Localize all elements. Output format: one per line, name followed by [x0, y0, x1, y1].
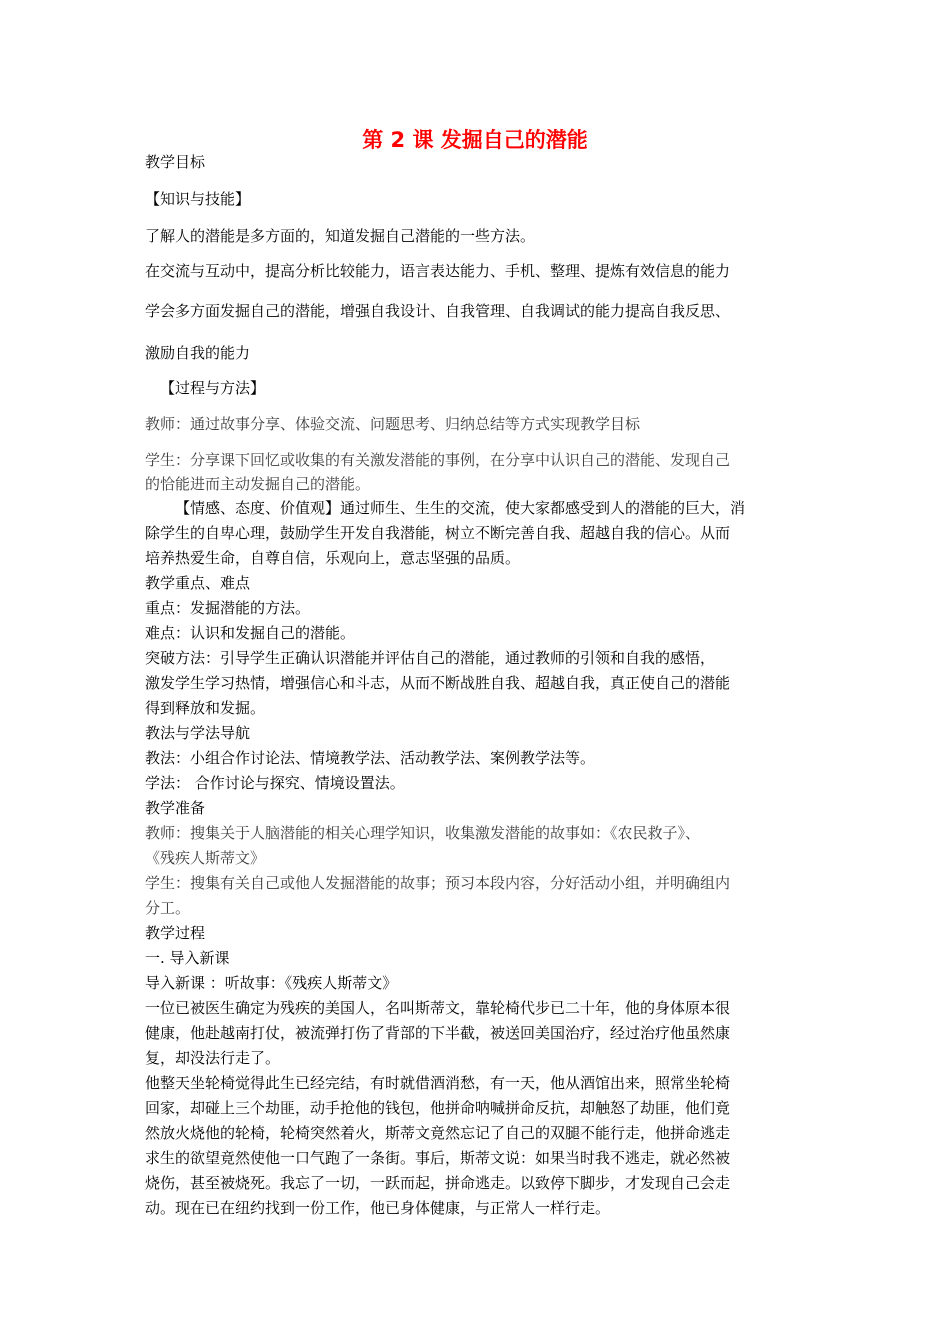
- paragraph-line: 激励自我的能力: [145, 344, 251, 362]
- subheading-process-method: 【过程与方法】: [160, 379, 266, 397]
- paragraph-line: 除学生的自卑心理，鼓励学生开发自我潜能，树立不断完善自我、超越自我的信心。从而: [145, 524, 731, 542]
- paragraph-line: 【情感、态度、价值观】通过师生、生生的交流，使大家都感受到人的潜能的巨大，消: [175, 499, 746, 517]
- section-heading-methods: 教法与学法导航: [145, 724, 251, 742]
- paragraph-line: 学法： 合作讨论与探究、情境设置法。: [145, 774, 405, 792]
- section-heading-teaching-process: 教学过程: [145, 924, 206, 942]
- paragraph-line: 突破方法：引导学生正确认识潜能并评估自己的潜能，通过教师的引领和自我的感悟，: [145, 649, 716, 667]
- paragraph-line: 分工。: [145, 899, 191, 917]
- subheading-knowledge-skills: 【知识与技能】: [145, 190, 251, 208]
- paragraph-line: 动。现在已在纽约找到一份工作，他已身体健康，与正常人一样行走。: [145, 1199, 611, 1217]
- paragraph-line: 复，却没法行走了。: [145, 1049, 281, 1067]
- paragraph-line: 了解人的潜能是多方面的，知道发掘自己潜能的一些方法。: [145, 227, 536, 245]
- paragraph-line: 教法：小组合作讨论法、情境教学法、活动教学法、案例教学法等。: [145, 749, 596, 767]
- section-heading-teaching-goals: 教学目标: [145, 153, 206, 171]
- paragraph-line: 求生的欲望竟然使他一口气跑了一条街。事后，斯蒂文说：如果当时我不逃走，就必然被: [145, 1149, 731, 1167]
- paragraph-line: 学生：搜集有关自己或他人发掘潜能的故事；预习本段内容，分好活动小组，并明确组内: [145, 874, 731, 892]
- paragraph-line: 难点：认识和发掘自己的潜能。: [145, 624, 356, 642]
- paragraph-line: 教师：通过故事分享、体验交流、问题思考、归纳总结等方式实现教学目标: [145, 415, 641, 433]
- paragraph-line: 一. 导入新课: [145, 949, 230, 967]
- paragraph-line: 烧伤，甚至被烧死。我忘了一切，一跃而起，拼命逃走。以致停下脚步，才发现自己会走: [145, 1174, 731, 1192]
- paragraph-line: 得到释放和发掘。: [145, 699, 266, 717]
- paragraph-line: 导入新课 ：听故事：《残疾人斯蒂文》: [145, 974, 398, 992]
- paragraph-line: 学会多方面发掘自己的潜能，增强自我设计、自我管理、自我调试的能力提高自我反思、: [145, 302, 731, 320]
- paragraph-line: 健康，他赴越南打仗，被流弹打伤了背部的下半截，被送回美国治疗，经过治疗他虽然康: [145, 1024, 731, 1042]
- paragraph-line: 激发学生学习热情，增强信心和斗志，从而不断战胜自我、超越自我，真正使自己的潜能: [145, 674, 731, 692]
- paragraph-line: 在交流与互动中，提高分析比较能力，语言表达能力、手机、整理、提炼有效信息的能力: [145, 262, 731, 280]
- paragraph-line: 教师：搜集关于人脑潜能的相关心理学知识，收集激发潜能的故事如：《农民救子》、: [145, 824, 701, 842]
- paragraph-line: 然放火烧他的轮椅，轮椅突然着火，斯蒂文竟然忘记了自己的双腿不能行走，他拼命逃走: [145, 1124, 731, 1142]
- paragraph-line: 《残疾人斯蒂文》: [145, 849, 266, 867]
- paragraph-line: 他整天坐轮椅觉得此生已经完结，有时就借酒消愁，有一天，他从酒馆出来，照常坐轮椅: [145, 1074, 731, 1092]
- paragraph-line: 一位已被医生确定为残疾的美国人，名叫斯蒂文，靠轮椅代步已二十年，他的身体原本很: [145, 999, 731, 1017]
- section-heading-key-points: 教学重点、难点: [145, 574, 251, 592]
- lesson-title: 第 2 课 发掘自己的潜能: [362, 128, 588, 152]
- section-heading-preparation: 教学准备: [145, 799, 206, 817]
- paragraph-line: 培养热爱生命，自尊自信，乐观向上，意志坚强的品质。: [145, 549, 521, 567]
- paragraph-line: 学生：分享课下回忆或收集的有关激发潜能的事例，在分享中认识自己的潜能、发现自己: [145, 451, 731, 469]
- paragraph-line: 重点：发掘潜能的方法。: [145, 599, 311, 617]
- paragraph-line: 回家，却碰上三个劫匪，动手抢他的钱包，他拼命呐喊拼命反抗，却触怒了劫匪，他们竟: [145, 1099, 731, 1117]
- paragraph-line: 的恰能进而主动发掘自己的潜能。: [145, 475, 371, 493]
